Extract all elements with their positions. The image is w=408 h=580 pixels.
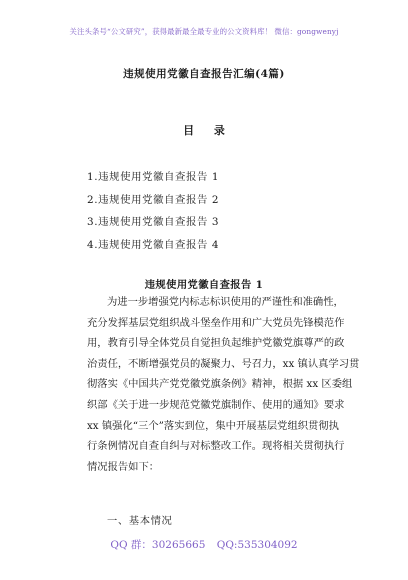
- qq-group-text: QQ 群：30265665: [110, 539, 206, 551]
- footer-contact: [0, 537, 408, 552]
- body-line: 治责任，不断增强党员的凝聚力、号召力，xx 镇认真学习贯: [87, 357, 360, 370]
- body-line: 为进一步增强党内标志标识使用的严谨性和准确性，: [107, 296, 344, 308]
- body-paragraph: [87, 292, 360, 477]
- section-subheading: 一、基本情况: [107, 515, 173, 527]
- table-of-contents: [87, 166, 219, 256]
- section-title: 违规使用党徽自查报告 1: [144, 279, 264, 291]
- toc-item[interactable]: 3.违规使用党徽自查报告 3: [87, 216, 220, 228]
- body-line: 行条例情况自查自纠与对标整改工作。现将相关贯彻执行: [87, 440, 345, 453]
- toc-item[interactable]: 1.违规使用党徽自查报告 1: [87, 171, 220, 183]
- toc-item[interactable]: 2.违规使用党徽自查报告 2: [87, 193, 220, 206]
- body-line: 情况报告如下：: [87, 460, 160, 473]
- document-title: 违规使用党徽自查报告汇编(4篇): [123, 68, 285, 80]
- toc-heading: 目 录: [183, 124, 233, 137]
- body-line: 用，教育引导全体党员自觉担负起维护党徽党旗尊严的政: [87, 337, 345, 350]
- body-line: xx 镇强化“三个”落实到位，集中开展基层党组织贯彻执: [87, 419, 339, 432]
- body-line: 彻落实《中国共产党党徽党旗条例》精神，根据 xx 区委组: [87, 378, 353, 391]
- body-line: 织部《关于进一步规范党徽党旗制作、使用的通知》要求: [87, 398, 345, 411]
- toc-item[interactable]: 4.违规使用党徽自查报告 4: [87, 238, 220, 251]
- qq-text: QQ:535304092: [216, 539, 298, 551]
- body-line: 充分发挥基层党组织战斗堡垒作用和广大党员先锋模范作: [87, 316, 345, 329]
- header-banner: 关注头条号“公文研究”，获得最新最全最专业的公文资料库！ 微信：gongwenyj: [69, 27, 339, 36]
